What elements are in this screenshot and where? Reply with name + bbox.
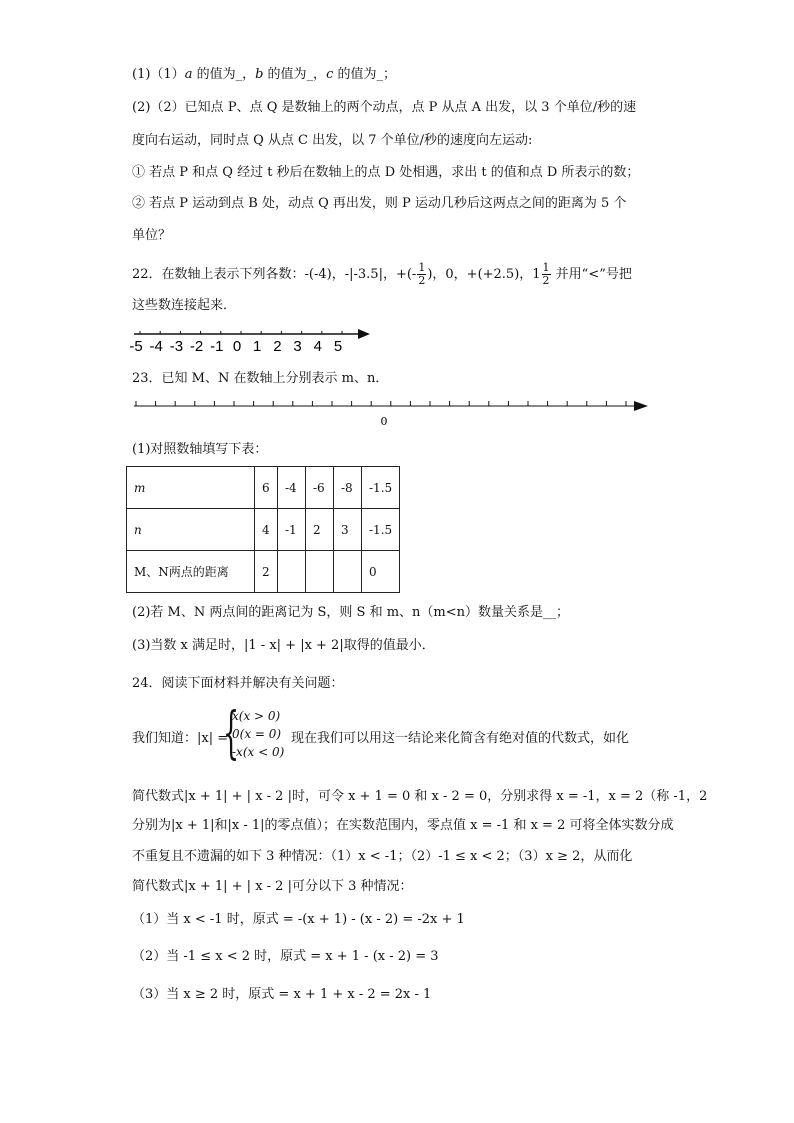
q21-part2-line1: (2)（2）已知点 P、点 Q 是数轴上的两个动点，点 P 从点 A 出发，以 3 个单位/秒的速: [132, 100, 637, 115]
axis-label: -1: [210, 338, 224, 355]
table-row: M、N两点的距离 2 0: [127, 551, 400, 593]
axis-label: -5: [129, 338, 143, 355]
q21-part1: (1)（1）a 的值为_，b 的值为_，c 的值为_；: [132, 67, 396, 82]
q22-number-line: [128, 326, 378, 356]
axis-label: 3: [293, 338, 302, 355]
q22-line2: 这些数连接起来．: [132, 298, 237, 313]
q24-line3: 不重复且不遗漏的如下 3 种情况：（1）x < -1；（2）-1 ≤ x < 2；（3）x ≥ 2，从而化: [132, 849, 633, 864]
q23-part2: (2)若 M、N 两点间的距离记为 S，则 S 和 m、n（m<n）数量关系是__；: [132, 605, 569, 620]
q24-case1: （1）当 x < -1 时，原式 = -(x + 1) - (x - 2) = -2x + 1: [132, 912, 465, 927]
axis-label: -3: [169, 338, 184, 355]
axis-label: 1: [253, 338, 262, 355]
q24-title: 24．阅读下面材料并解决有关问题：: [132, 676, 344, 691]
axis-label: 5: [333, 338, 343, 355]
q24-line4: 简代数式|x + 1| + | x - 2 |可分以下 3 种情况：: [132, 879, 413, 894]
fraction-half: $\frac{1}{2}$: [418, 261, 426, 287]
axis-label: 0: [232, 338, 242, 355]
q24-case3: （3）当 x ≥ 2 时，原式 = x + 1 + x - 2 = 2x - 1: [132, 987, 432, 1002]
q22-line1: 22．在数轴上表示下列各数：-(-4)，-|-3.5|，+(- $\frac{1}{2}$ )，0，+(+2.5)，1 $\frac{1}{2}$ 并用“<”号把: [132, 261, 632, 287]
q24-case2: （2）当 -1 ≤ x < 2 时，原式 = x + 1 - (x - 2) = 3: [132, 949, 439, 964]
fraction-mixed-half: $\frac{1}{2}$: [542, 261, 550, 287]
q21-case1: ① 若点 P 和点 Q 经过 t 秒后在数轴上的点 D 处相遇，求出 t 的值和点 D 所表示的数；: [132, 165, 640, 180]
q23-part3: (3)当数 x 满足时，|1 - x| + |x + 2|取得的值最小．: [132, 638, 435, 653]
q23-part1: (1)对照数轴填写下表：: [132, 442, 268, 457]
q24-cases: x(x > 0) 0(x = 0) -x(x < 0): [232, 709, 285, 759]
q24-def-suffix: 现在我们可以用这一结论来化简含有绝对值的代数式，如化: [291, 731, 630, 746]
axis-label: -4: [149, 338, 163, 355]
q23-title: 23．已知 M、N 在数轴上分别表示 m、n．: [132, 371, 389, 386]
q21-part2-line2: 度向右运动，同时点 Q 从点 C 出发，以 7 个单位/秒的速度向左运动:: [132, 133, 533, 148]
q24-line2: 分别为|x + 1|和|x - 1|的零点值）；在实数范围内，零点值 x = -1 和 x = 2 可将全体实数分成: [132, 818, 674, 833]
brace-glyph: {: [223, 701, 240, 766]
q23-number-line: [128, 396, 658, 432]
table-row: m 6 -4 -6 -8 -1.5: [127, 467, 400, 509]
origin-label: 0: [380, 415, 388, 428]
axis-label: 4: [313, 338, 322, 355]
table-row: n 4 -1 2 3 -1.5: [127, 509, 400, 551]
q23-table: [126, 466, 400, 593]
q24-line1: 简代数式|x + 1| + | x - 2 |时，可令 x + 1 = 0 和 x - 2 = 0，分别求得 x = -1，x = 2（称 -1，2: [132, 789, 708, 804]
axis-label: 2: [273, 338, 282, 355]
q24-def-prefix: 我们知道：|x| =: [132, 731, 229, 746]
axis-label: -2: [189, 338, 204, 355]
q21-case2-line1: ② 若点 P 运动到点 B 处，动点 Q 再出发，则 P 运动几秒后这两点之间的距离为 5 个: [132, 196, 627, 211]
q21-case2-line2: 单位？: [132, 228, 172, 243]
